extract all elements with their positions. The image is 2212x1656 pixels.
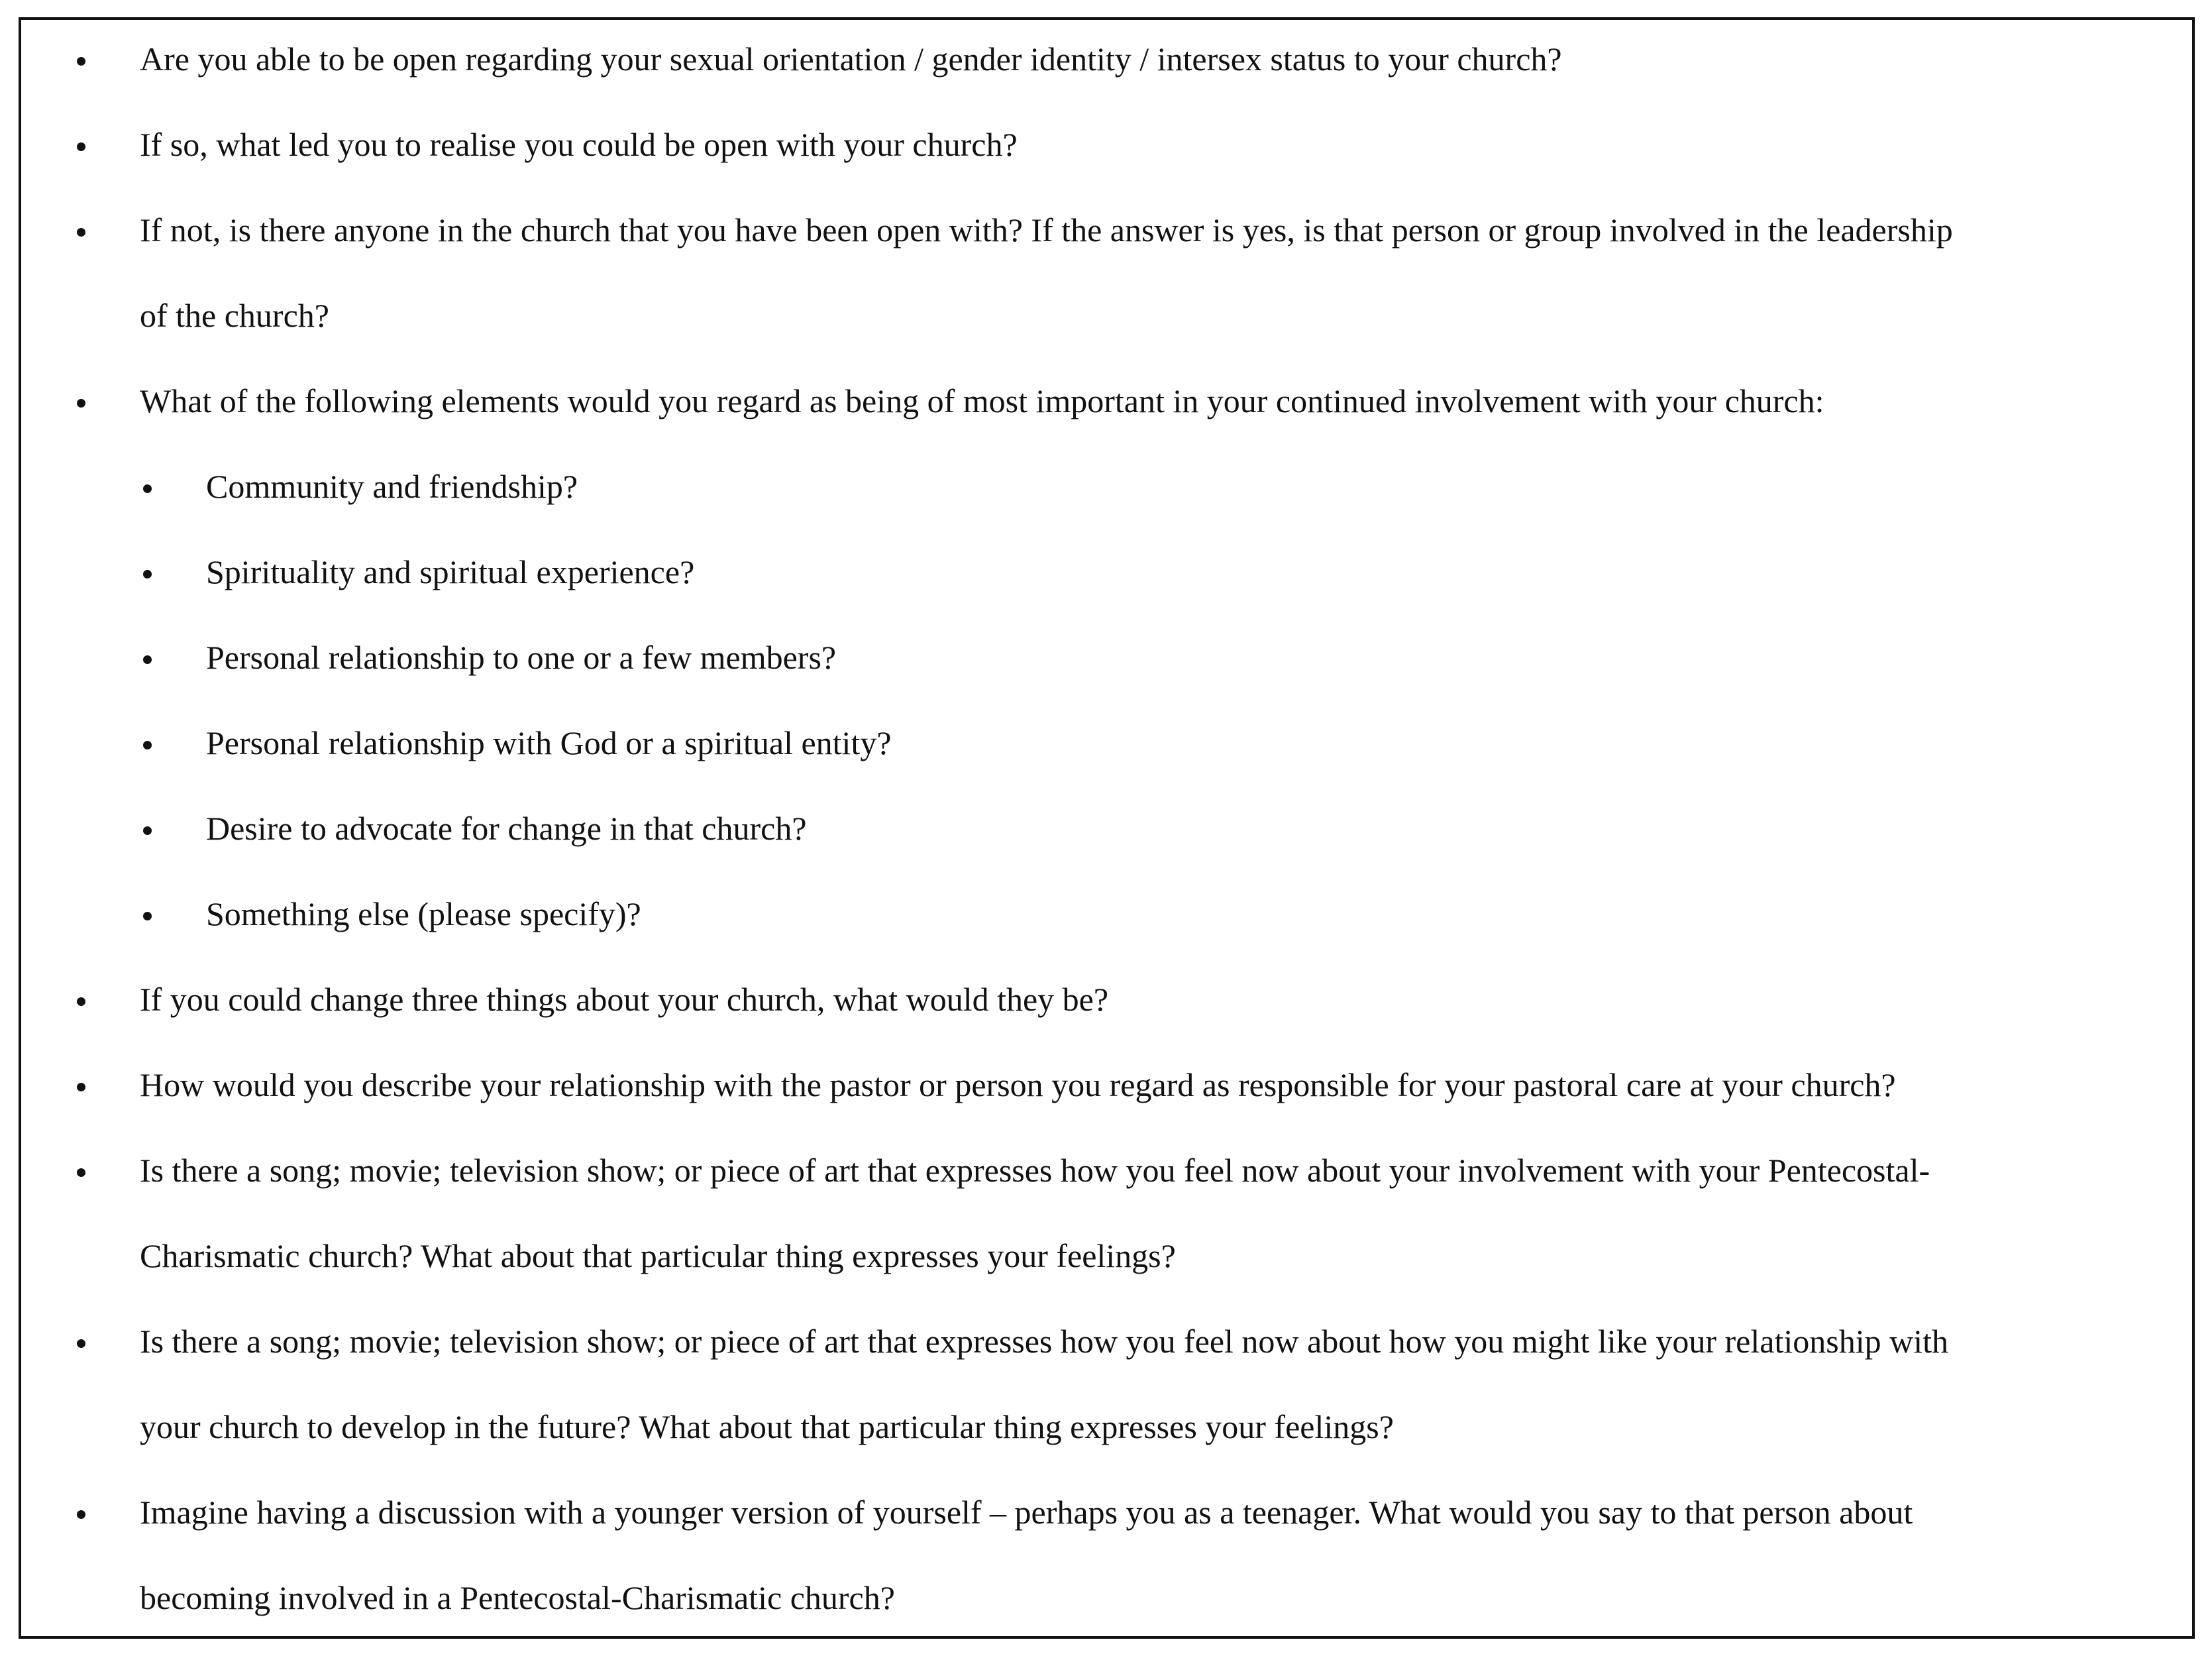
bullet-icon — [143, 484, 152, 493]
question-text-line: What of the following elements would you regard as being of most important in your continued involvement with your church: — [140, 382, 1824, 419]
question-list-box — [19, 17, 2195, 1639]
bullet-icon — [143, 741, 152, 749]
bullet-icon — [77, 228, 85, 237]
question-text-line: Desire to advocate for change in that church? — [206, 810, 807, 847]
sub-question-item — [206, 786, 807, 871]
question-text-line: Are you able to be open regarding your sexual orientation / gender identity / intersex status to your church? — [140, 40, 1562, 78]
question-text-line: Imagine having a discussion with a younger version of yourself – perhaps you as a teenager. What would you say to that person about — [140, 1494, 1913, 1531]
bullet-icon — [77, 1168, 85, 1177]
question-item — [140, 1042, 1896, 1128]
question-text-line: of the church? — [140, 297, 329, 334]
question-text-line: If not, is there anyone in the church that you have been open with? If the answer is yes, is that person or group involved in the leadership — [140, 211, 1953, 248]
question-item — [140, 102, 1018, 188]
question-item — [140, 1128, 1930, 1299]
bullet-icon — [143, 826, 152, 835]
question-text-line: If so, what led you to realise you could be open with your church? — [140, 126, 1018, 163]
question-item — [140, 188, 1953, 359]
question-item — [140, 957, 1108, 1042]
sub-question-item — [206, 871, 641, 957]
sub-question-item — [206, 529, 694, 615]
question-item — [140, 17, 1562, 102]
question-text-line: If you could change three things about your church, what would they be? — [140, 981, 1109, 1018]
question-text-line: Is there a song; movie; television show; or piece of art that expresses how you feel now about your involvement with your Pentecostal- — [140, 1152, 1930, 1189]
question-text-line: How would you describe your relationship with the pastor or person you regard as responsible for your pastoral care at your church? — [140, 1066, 1896, 1103]
question-item — [140, 1470, 1913, 1641]
sub-question-item — [206, 444, 578, 529]
question-text-line: Personal relationship with God or a spiritual entity? — [206, 724, 892, 761]
question-text-line: Spirituality and spiritual experience? — [206, 553, 695, 590]
question-text-line: Personal relationship to one or a few members? — [206, 639, 837, 676]
question-text-line: Something else (please specify)? — [206, 895, 641, 932]
bullet-icon — [77, 997, 85, 1006]
bullet-icon — [77, 142, 85, 151]
bullet-icon — [77, 1339, 85, 1348]
bullet-icon — [143, 570, 152, 579]
bullet-icon — [77, 57, 85, 66]
question-text-line: Community and friendship? — [206, 468, 578, 505]
bullet-icon — [77, 1083, 85, 1091]
question-item — [140, 359, 1824, 444]
question-text-line: your church to develop in the future? What about that particular thing expresses your feelings? — [140, 1408, 1394, 1445]
question-text-line: Charismatic church? What about that particular thing expresses your feelings? — [140, 1237, 1176, 1274]
question-item — [140, 1299, 1948, 1470]
bullet-icon — [143, 655, 152, 664]
sub-question-item — [206, 615, 836, 700]
question-text-line: becoming involved in a Pentecostal-Charismatic church? — [140, 1579, 895, 1616]
bullet-icon — [77, 399, 85, 408]
question-text-line: Is there a song; movie; television show; or piece of art that expresses how you feel now about how you might like your relationship with — [140, 1323, 1948, 1360]
sub-question-item — [206, 700, 892, 786]
bullet-icon — [77, 1510, 85, 1519]
bullet-icon — [143, 912, 152, 920]
